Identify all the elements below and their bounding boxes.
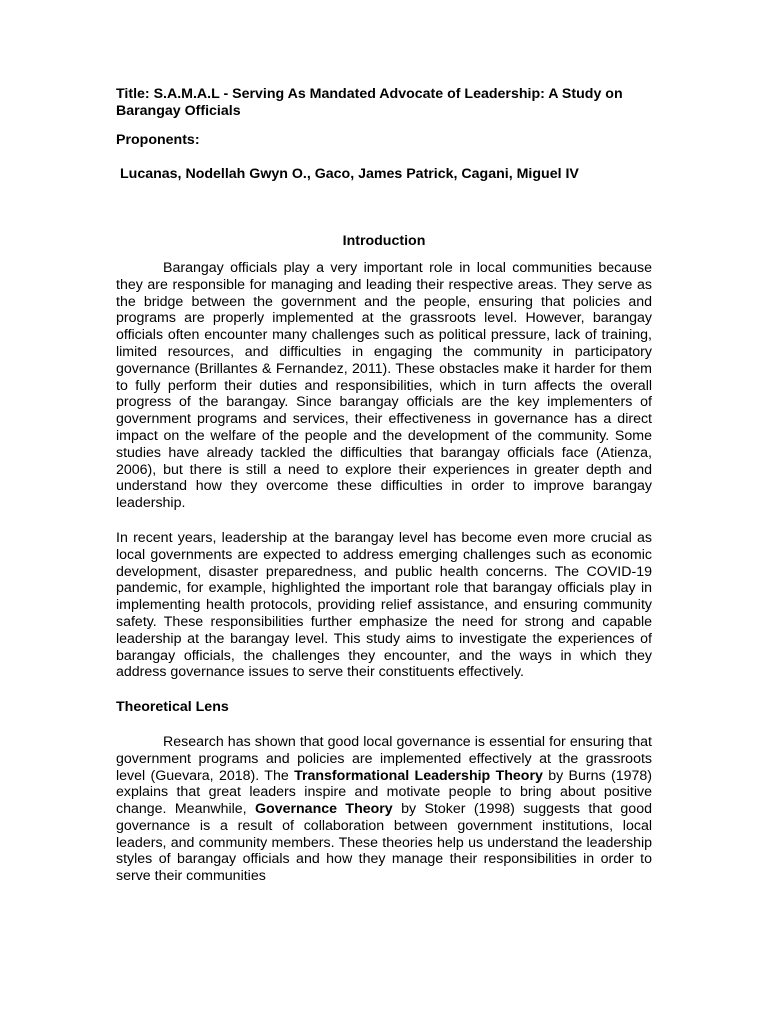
transformational-leadership-term: Transformational Leadership Theory: [294, 767, 543, 784]
intro-paragraph-2: In recent years, leadership at the barangay level has become even more crucial as local governments are expected to address emerging challenges such as economic development, disaster preparedness, and public health concerns. The COVID-19 pandemic, for example, highlighted the important role that barangay officials play in implementing health protocols, providing relief assistance, and ensuring community safety. These responsibilities further emphasize the need for strong and capable leadership at the barangay level. This study aims to investigate the experiences of barangay officials, the challenges they encounter, and the ways in which they address governance issues to serve their constituents effectively.: [116, 529, 652, 681]
theory-paragraph: [116, 734, 652, 885]
governance-theory-term: Governance Theory: [255, 801, 393, 818]
intro-paragraph-1: Barangay officials play a very important role in local communities because they are responsible for managing and leading their respective areas. They serve as the bridge between the government and the people, ensuring that policies and programs are properly implemented at the grassroots level. However, barangay officials often encounter many challenges such as political pressure, lack of training, limited resources, and difficulties in engaging the community in participatory governance (Brillantes & Fernandez, 2011). These obstacles make it harder for them to fully perform their duties and responsibilities, which in turn affects the overall progress of the barangay. Since barangay officials are the key implementers of government programs and services, their effectiveness in governance has a direct impact on the welfare of the people and the development of the community. Some studies have already tackled the difficulties that barangay officials face (Atienza, 2006), but there is still a need to explore their experiences in greater depth and understand how they overcome these difficulties in order to improve barangay leadership.: [116, 259, 652, 512]
proponents-label: Proponents:: [116, 131, 200, 148]
theory-text-1: Research has shown that good local governance is essential for ensuring that government programs and policies are implemented effectively at the grassroots level (Guevara, 2018). The: [116, 733, 652, 784]
theory-text-3: by Stoker (1998) suggests that good governance is a result of collaboration between government institutions, local leaders, and community members. These theories help us understand the leadership styles of barangay officials and how they manage their responsibilities in order to serve their communities: [116, 801, 652, 885]
theory-text-2: by Burns (1978) explains that great leaders inspire and motivate people to bring about positive change. Meanwhile,: [116, 767, 652, 818]
authors-line: Lucanas, Nodellah Gwyn O., Gaco, James Patrick, Cagani, Miguel IV: [120, 166, 579, 183]
theoretical-lens-heading: Theoretical Lens: [116, 699, 229, 716]
document-title: Title: S.A.M.A.L - Serving As Mandated Advocate of Leadership: A Study on Barangay Officials: [116, 86, 623, 119]
introduction-heading: Introduction: [342, 233, 426, 250]
document-page: [116, 86, 652, 903]
